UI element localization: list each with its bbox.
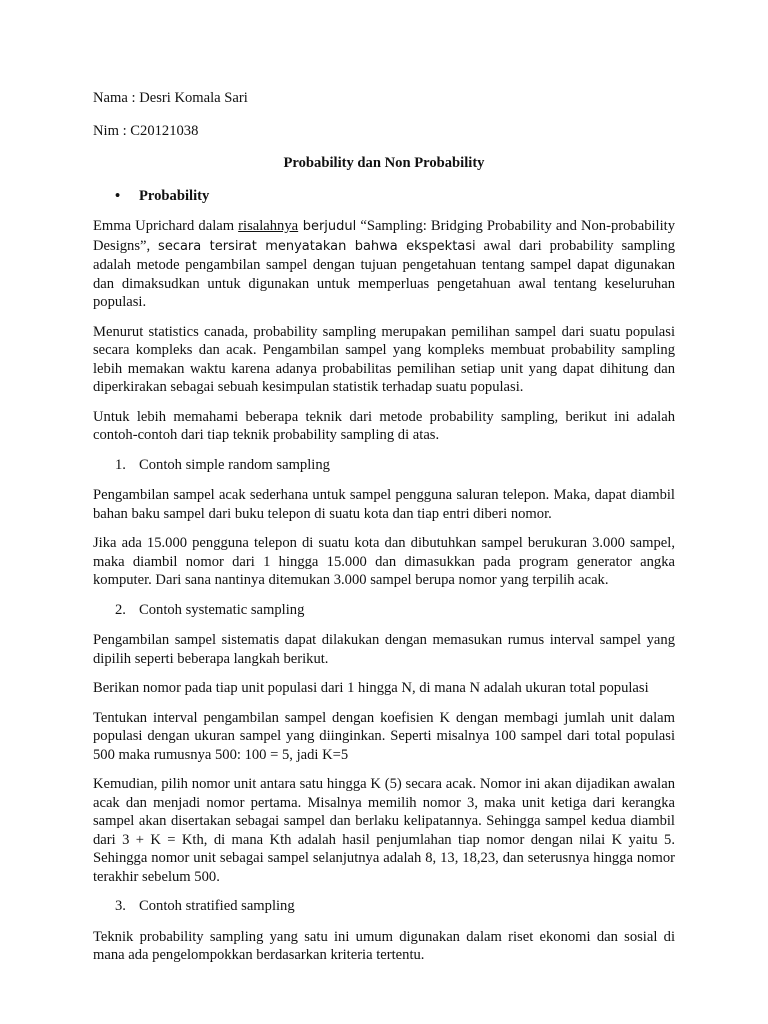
- list-number: 2.: [115, 601, 126, 618]
- paragraph-2: Menurut statistics canada, probability sampling merupakan pemilihan sampel dari suatu populasi secara kompleks dan acak. Pengambilan sampel yang kompleks membuat probability sampling lebih memakan waktu karena adanya probabilitas pemilihan setiap unit yang dapat dihitung dan diperkirakan sebagai sebuah kesimpulan statistik terhadap suatu populasi.: [93, 323, 675, 395]
- paragraph-7: Berikan nomor pada tiap unit populasi dari 1 hingga N, di mana N adalah ukuran total populasi: [93, 680, 649, 696]
- list-label: Contoh systematic sampling: [139, 601, 305, 618]
- paragraph-9: Kemudian, pilih nomor unit antara satu hingga K (5) secara acak. Nomor ini akan dijadikan awalan acak dan menjadi nomor pertama. Misalnya memilih nomor 3, maka unit ketiga dari kerangka sampel akan disertakan sebagai sampel dan berlaku kelipatannya. Sehingga sampel kedua diambil dari 3 + K = Kth, di mana Kth adalah hasil penjumlahan tiap nomor dengan nilai K yaitu 5. Sehingga nomor unit sebagai sampel selanjutnya adalah 8, 13, 18,23, dan seterusnya hingga nomor terakhir sebelum 500.: [93, 776, 675, 885]
- paragraph-8: Tentukan interval pengambilan sampel dengan koefisien K dengan membagi jumlah unit dalam populasi dengan ukuran sampel yang diinginkan. Seperti misalnya 100 sampel dari total populasi 500 maka rumusnya 500: 100 = 5, jadi K=5: [93, 709, 675, 763]
- paragraph-5: Jika ada 15.000 pengguna telepon di suatu kota dan dibutuhkan sampel berukuran 3.000 sampel, maka diambil nomor dari 1 hingga 15.000 dan dimasukkan pada program generator angka komputer. Dari sana nantinya ditemukan 3.000 sampel berupa nomor yang terpilih acak.: [93, 535, 675, 588]
- list-number: 3.: [115, 898, 126, 914]
- p1-part-c: “Sampling: Bridging Probability and Non-probability Designs”,: [93, 218, 676, 254]
- paragraph-4: Pengambilan sampel acak sederhana untuk sampel pengguna saluran telepon. Maka, dapat diambil bahan baku sampel dari buku telepon di suatu kota dan tiap entri diberi nomor.: [93, 487, 675, 522]
- risalahnya-link[interactable]: risalahnya: [238, 218, 299, 234]
- list-label: Contoh simple random sampling: [139, 456, 330, 473]
- section-heading-label: Probability: [139, 187, 210, 204]
- p1-part-b: berjudul: [298, 219, 357, 234]
- student-nim: Nim : C20121038: [93, 122, 199, 139]
- list-item-3: [93, 897, 675, 916]
- section-heading-probability: [93, 187, 675, 206]
- list-item-1: [93, 456, 675, 475]
- p1-part-a: Emma Uprichard dalam: [93, 218, 239, 234]
- paragraph-10: Teknik probability sampling yang satu ini umum digunakan dalam riset ekonomi dan sosial di mana ada pengelompokkan berdasarkan kriteria tertentu.: [93, 928, 675, 963]
- bullet-icon: •: [115, 187, 121, 204]
- paragraph-1: [93, 217, 675, 312]
- list-label: Contoh stratified sampling: [139, 898, 295, 914]
- list-number: 1.: [115, 456, 126, 473]
- p1-part-e: awal dari probability sampling adalah metode pengambilan sampel dengan tujuan pengetahuan tentang sampel dapat digunakan dan dimaksudkan untuk digunakan untuk memperluas pengetahuan awal tentang keseluruhan populasi.: [93, 237, 675, 310]
- paragraph-6: Pengambilan sampel sistematis dapat dilakukan dengan memasukan rumus interval sampel yang dipilih seperti beberapa langkah berikut.: [93, 632, 675, 667]
- document-title: Probability dan Non Probability: [283, 155, 485, 171]
- paragraph-3: Untuk lebih memahami beberapa teknik dari metode probability sampling, berikut ini adalah contoh-contoh dari tiap teknik probability sampling di atas.: [93, 408, 675, 443]
- student-name: Nama : Desri Komala Sari: [93, 90, 248, 106]
- list-item-2: [93, 601, 675, 620]
- p1-part-d: secara tersirat menyatakan bahwa ekspektasi: [158, 238, 476, 254]
